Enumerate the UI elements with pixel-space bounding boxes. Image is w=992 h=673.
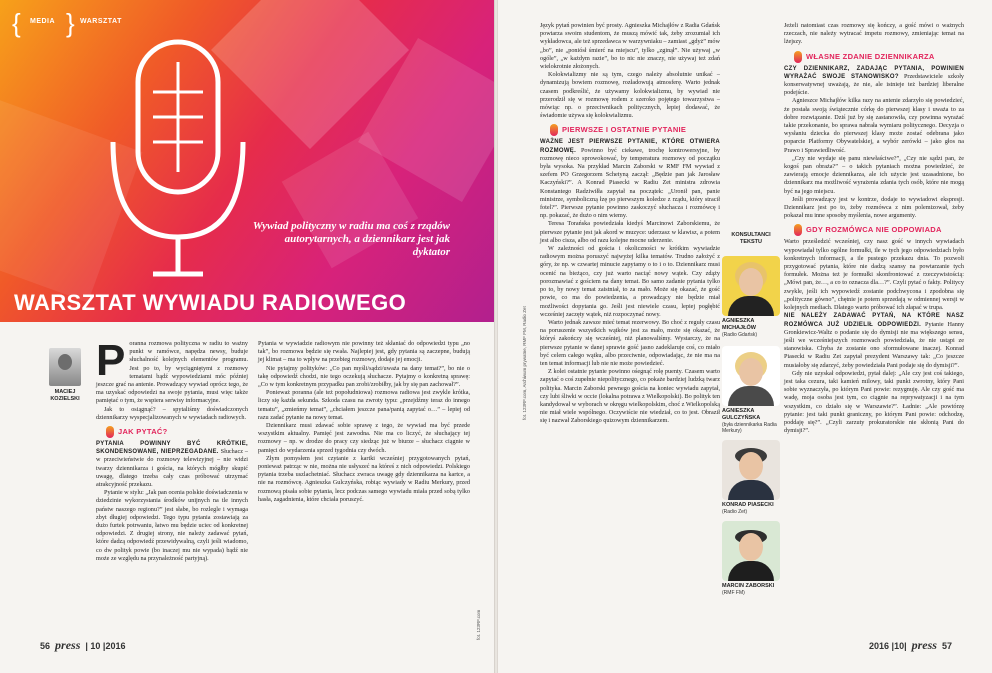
text-column-4 — [784, 22, 964, 435]
lead-text: NIE NALEŻY ZADAWAĆ PYTAŃ, NA KTÓRE NASZ ROZMÓWCA JUŻ UDZIELIŁ ODPOWIEDZI. — [784, 313, 964, 328]
issue-number: 10 — [894, 641, 905, 651]
page-footer-right: 2016 |10| press 57 — [869, 638, 952, 652]
consultant-photo — [722, 521, 780, 581]
issue-number: 10 — [90, 641, 101, 651]
subheading: WŁASNE ZDANIE DZIENNIKARZA — [794, 51, 964, 63]
consultant-photo — [722, 440, 780, 500]
paragraph: Jeżeli natomiast czas rozmowy się kończy, a gość mówi o ważnych rzeczach, nie należy wytracać impetu rozmowy, zmieniając temat na lżejszy. — [784, 22, 964, 46]
issue-year: 2016 — [869, 641, 890, 651]
text-column-3 — [540, 22, 720, 426]
paragraph: Ponieważ poranna (ale też popołudniowa) rozmowa radiowa jest zwykle krótka, liczy się każda sekunda. Szkoda czasu na zwroty typu: „przejdźmy teraz do innego tematu”, „zmieńmy temat”, „chciałem jeszcze pana/panią zapytać o…” – lepiej od razu zadać pytanie na nowy temat. — [258, 389, 470, 421]
consultant-role: (Radio Gdańsk) — [722, 332, 758, 338]
consultant-name: AGNIESZKA MICHAJŁÓW — [722, 318, 756, 331]
mic-bullet-icon — [794, 224, 802, 236]
paragraph: Słuchacz – w przeciwieństwie do rozmowy telewizyjnej – nie widzi twarzy dziennikarza i gościa, na których mógłby skupić uwagę, dlatego trzeba cały czas próbować utrzymać atrakcyjność przekazu. — [96, 448, 248, 489]
section-label-workshop: WARSZTAT — [80, 18, 122, 25]
lead-text: PYTANIA POWINNY BYĆ KRÓTKIE, SKONDENSOWANE, NIEPRZEGADANE. — [96, 441, 248, 456]
consultants-sidebar — [722, 232, 780, 596]
paragraph: Warto prześledzić wcześniej, czy nasz gość w innych wywiadach wypowiadał tylko ogólne formułki, ile w tych jego odpowiedziach było konkretnych informacji, a ile pustego przekazu dnia. To pozwoli przygotować pytania, które nie dadzą szansy na powtarzanie tych formułek. Można też je formułki skonfrontować z rzeczywistością: „Mówi pan, że…, a co to oznacza dla…?”. Czyli pytać o fakty. Politycy zwykle, jeśli ich wypowiedź zostanie podchwycona i zpodobna się „polityczne gówno”, chętnie je potem sprzedają w odmiennej wersji w kolejnych mediach. Dlatego warto próbować ich złapać w trupa. — [784, 238, 964, 312]
paragraph: Z kolei ostatnie pytanie powinno ośegnąć rolę puenty. Czasem warto zapytać o coś zupełnie niepolitycznego, co pokaże bardziej ludzką twarz polityka. Marcin Zaborski pewnego gościa na koniec wywiadu zapytał, czy lubi śliwki w occie (lokalna potrawa z Wielkopolski). Bo polityk ten kandydował w wyborach w okręgu wielkopolskim, choć z Wielkopolską nie miał wiele wspólnego. Oczywiście nie wiedział, co to jest. Obraził się i nazwał Zaborskiego quizowym dziennikarzem. — [540, 368, 720, 425]
consultants-header: KONSULTANCI TEKSTU — [731, 232, 771, 245]
brand-logo: press — [911, 638, 937, 652]
paragraph: Nie pytajmy polityków: „Co pan myśli/sądzi/uważa na dany temat?”, bo nie o takę odpowiedź chodzi, nie tego oczekują słuchacze. Pytajmy o konkretną sprawę: „Co w tym konkretnym przypadku pan zrobi/zrobiłby, jak by się pan zachował?”. — [258, 364, 470, 389]
consultant-card — [722, 521, 780, 596]
paragraph: Pytanie w stylu: „Jak pan ocenia polskie doświadczenia w dziedzinie wykorzystania środków unijnych na tle innych państw naszego regionu?” jest słabe, bo rozlegle i wymaga zbyt długiej odpowiedzi. Tego typu pytania zostawiają za dużo furtek potrwaniu, łatwo mu będzie uciec od konkretnej odpowiedzi. Z drugiej strony, nie należy zadawać pytań, które dadzą odpowiedź przewidywalną, czyli jeśli wiadomo, co dw polityk powie (bo inaczej mu nie wypada) bądź nie może ze względu na przynależność partyjną). — [96, 489, 248, 562]
consultant-photo — [722, 346, 780, 406]
page-gutter — [494, 0, 498, 673]
paragraph: W zależności od gościa i okoliczności w krótkim wywiadzie radiowym można poruszyć najwyżej kilka tematów. Trudno założyć z góry, że np. w czwartej minucie zapytamy o to i o to. Dziennikarz musi ocenić na bieżąco, czy już warto naciąć nowy wątek. Czy zdąży porozmawiać z gościem na dany temat. Bo samo zadanie pytania tylko po to, by nowy temat zaistniał, to za mało. Może się okazać, że gość powie, co ma do powiedzenia, a prowadzący nie będzie miał możliwości dopytania go. Jeśli jest niewiele czasu, lepiej pogłębić wcześniej zaczęty wątek, niż rozpoczynać nowy. — [540, 245, 720, 318]
consultant-card — [722, 440, 780, 515]
hero-image — [0, 0, 494, 322]
consultant-name: MARCIN ZABORSKI — [722, 583, 775, 589]
hero-quote: Wywiad polityczny w radiu ma coś z rządów autorytarnych, a dziennikarz jest jak dyktator — [252, 220, 450, 258]
mic-bullet-icon — [794, 51, 802, 63]
subheading: PIERWSZE I OSTATNIE PYTANIE — [550, 124, 720, 136]
section-label-media: MEDIA — [30, 18, 56, 25]
lead-text: CZY DZIENNIKARZ, ZADAJĄC PYTANIA, POWINIEN WYRAŻAĆ SWOJE STANOWISKO? — [784, 65, 964, 80]
brace-left-icon: { — [12, 8, 21, 38]
consultant-role: (Radio Zet) — [722, 509, 748, 515]
paragraph: Warto jednak zawsze mieć temat rezerwowy. Bo choć z reguły czasu na poruszenie wszystkich wątków jest za mało, może się okazać, że któryś zakończy się wcześniej, niż planowaliśmy. Wystarczy, że na pierwsze pytanie w danej sprawie gość jasno zadeklaruje coś, co miało być celem całego wątku, albo przeciwnie, odpowiadając, że nie ma na ten temat informacji lub nie nie może powiedzieć. — [540, 318, 720, 367]
paragraph: Złym pomysłem jest czytanie z kartki wcześniej przygotowanych pytań, ponieważ patrząc w nie, można nie usłyszeć na któreś z nich odpowiedzi. Polskiego pytania trzeba uszlachetniać. Słuchacz zwraca uwagę gdy dziennikarza na kartce, a nie na rozmówcę. Agnieszka Gulczyńska, robiąc wywiady w Radiu Merkury, przed rozmową pisała sobie pytania, lecz podczas samego wywiadu miała przed sobą tylko hasła, zagadnienia, które chciała poruszyć. — [258, 454, 470, 503]
mic-bullet-icon — [550, 124, 558, 136]
consultant-name: AGNIESZKA GULCZYŃSKA — [722, 408, 761, 421]
paragraph: Kolokwializmy nie są tym, czego należy absolutnie unikać – dynamizują bowiem rozmowę, rozładowują atmosferę. Warto jednak czasem podkreślić, że używamy kolokwializmu, by wywiad nie przerodził się w rozmowę rodem z szeroko pojętego towarzystwa – mówiąc np. o przeciwnikach politycznych, lepiej dodawać, że świadomie używa się kolokwializmu. — [540, 71, 720, 120]
drop-cap: P — [96, 336, 126, 385]
text-column-1 — [96, 336, 248, 563]
author-avatar — [49, 348, 81, 386]
paragraph: Jak to osiągnąć? – spytaliśmy doświadczonych dziennikarzy wyspecjalizowanych w wywiadach radiowych. — [96, 405, 248, 421]
paragraph: Teresa Torańska powiedziała kiedyś Marcinowi Zaborskiemu, że pierwsze pytanie jest jak akord w muzyce: uderzasz w klawisz, a potem jest albo cisza, albo od razu kolejne mocne uderzenie. — [540, 220, 720, 244]
photo-credit: fot. 123RF.com — [476, 609, 481, 640]
text-column-2 — [258, 340, 470, 504]
page-number: 57 — [941, 641, 952, 651]
consultant-role: (była dziennikarka Radia Merkury) — [722, 422, 777, 434]
paragraph: Pytanie Hanny Gronkiewicz-Waltz o podanie się do dymisji nie ma większego sensu, jeśli we wcześniejszych rozmowach powiedziała, że nie ustąpi ze stanowiska. Chyba że zostanie ono sformułowane inaczej. Konrad Piasecki w Radiu Zet zapytał prezydent Warszawy tak: „Co jeszcze musiałoby się zdarzyć, żeby powiedziała Pani podaje się do dymisji?”. — [784, 320, 964, 369]
paragraph: Przedstawiciele szkoły konserwatywnej uważają, że nie, ale istnieje też bardziej liberalne podejście. — [784, 72, 965, 97]
paragraph: Powinno być ciekawe, trochę kontrowersyjne, by rozmowę nieco sprowokować, by temperatura rozmowy od początku była wysoka. Na przykład Marcin Zaborski w RMF FM wywiad z szefem PO Grzegorzem Schetyną zaczął: „Będzie pan jak Jarosław Kaczyński?”. A Konrad Piasecki w Radiu Zet ministra zdrowia Konstantego Radziwiłła zapytał na początek: „Uronił pan, panie ministrze, symboliczną łzę po pierwszym koledze z rządu, który stracił fotel?”. Pierwsze pytanie powinno zaskoczyć słuchacza i rozmówcę i np. pokazać, że dużo o nim wiemy. — [540, 146, 721, 220]
consultant-card — [722, 346, 780, 434]
mic-bullet-icon — [106, 426, 114, 438]
photo-credit: fot. 123RF.com, Archiwum prywatne, RMF FM, Radio Zet — [522, 306, 527, 420]
consultant-role: (RMF FM) — [722, 590, 745, 596]
paragraph: Dziennikarz musi zdawać sobie sprawę z tego, że wywiad ma być przede wszystkim aktualny. Pamięć jest zawodna. Nie ma co liczyć, że słuchający tej rozmowy – np. w drodze do pracy czy siedząc już w biurze – słuchacz ciągnie w pamięci do wydarzenia sprzed tygodnia czy dwóch. — [258, 422, 470, 454]
paragraph: Pytania w wywiadzie radiowym nie powinny też skłaniać do odpowiedzi typu „no tak”, bo rozmowa będzie się rwała. Najlepiej jest, gdy pytania są zaczepne, budują jej klimat – ma to wpływ na przebieg rozmowy, dodaje jej emocji. — [258, 340, 470, 364]
brand-logo: press — [55, 638, 81, 652]
consultant-name: KONRAD PIASECKI — [722, 502, 774, 508]
page-footer-left: 56 press | 10 |2016 — [40, 638, 126, 652]
article-title: WARSZTAT WYWIADU RADIOWEGO — [14, 290, 407, 315]
subheading: JAK PYTAĆ? — [106, 426, 248, 438]
subheading: GDY ROZMÓWCA NIE ODPOWIADA — [794, 224, 964, 236]
brace-right-icon: } — [66, 8, 75, 38]
paragraph: Gdy nie uzyskał odpowiedzi, pytał dalej: „Ale czy jest coś takiego, jest taka cezura, taki kamień milowy, taki punkt zwrotny, który Pani sobie wyznaczyła, po którym Pani powie: rezygnuję. Ale czy gość ma wadę, moja osoba jest tym, co ciągnie na reprywatyzacji i na tym wszystkim, co działo się w Warszawie?”. Ładnie: „Ale powtórzę pytanie: jest taki punkt graniczny, po którym Pani powie: odchodzę, poddaję się?”. „Czyli zarzuty prokuratorskie nie skłonią Pani do dymisji?”. — [784, 369, 964, 435]
page-number: 56 — [40, 641, 51, 651]
author-name: MACIEJ KOZIELSKI — [50, 389, 80, 402]
paragraph: „Czy nie wydaje się panu niewłaściwe?”, „Czy nie sądzi pan, że kogoś pan obraża?” – o takich pytaniach można powiedzieć, że zawierają emocje dziennikarza, ale ich użycie jest uzasadnione, bo dziennikarz ma możliwość wyrażenia zdania tych osób, które nie mogą być na jego miejscu. — [784, 154, 964, 195]
intro-paragraph: oranna rozmowa polityczna w radiu to ważny punkt w ramówce, napędza newsy, buduje słuchalność kolejnych elementów programu. Jest po to, by wyciągniętymi z rozmowy tematami bądź wypowiedziami móc później jeszcze grać na antenie. Prowadzący wywiad oprócz tego, że ma uzyskać odpowiedzi na swoje pytania, musi więc także pamiętać o tym, że wspiera serwisy informacyjne. — [96, 340, 248, 405]
consultant-card — [722, 256, 780, 338]
paragraph: Język pytań powinien być prosty. Agnieszka Michajłów z Radia Gdańsk powtarza swoim studentom, że muszą mówić tak, żeby zrozumiał ich wykładowca, ale też sprzedawca w warzywniaku – zamiast „gdyż” mów „bo”, nie „poniósł śmierć na miejscu”, tylko „zginął”. Nie używaj „w ogóle”, „w każdym razie”, bo to nic nie znaczy, nie używaj też zdań wielokrotnie złożonych. — [540, 22, 720, 71]
paragraph: Jeśli prowadzący jest w kontrze, dodaje to wywiadowi ekspresji. Dziennikarz jest po to, żeby rozmówca z nim polemizował, żeby pokazał mu inne sposoby myślenia, nowe argumenty. — [784, 195, 964, 220]
author-box — [40, 348, 90, 403]
lead-text: WAŻNE JEST PIERWSZE PYTANIE, KTÓRE OTWIERA ROZMOWĘ. — [540, 139, 720, 154]
paragraph: Agnieszce Michajłów kilka razy na antenie zdarzyło się powiedzieć, że postała swoją świątecznie córkę do pierwszej klasy i uważa to za dobre rozwiązanie. Dziś już by się zastanowiła, czy powinna wyrażać takie przekonanie, bo sprawa nabrała wymiaru politycznego. Decyzja o wysłaniu dziecka do pierwszej klasy może zostać odebrana jako poparcie Platformy Obywatelskiej, a wybór zerówki – jako głos na Prawo i Sprawiedliwość. — [784, 97, 964, 154]
consultant-photo — [722, 256, 780, 316]
issue-year: 2016 — [105, 641, 126, 651]
